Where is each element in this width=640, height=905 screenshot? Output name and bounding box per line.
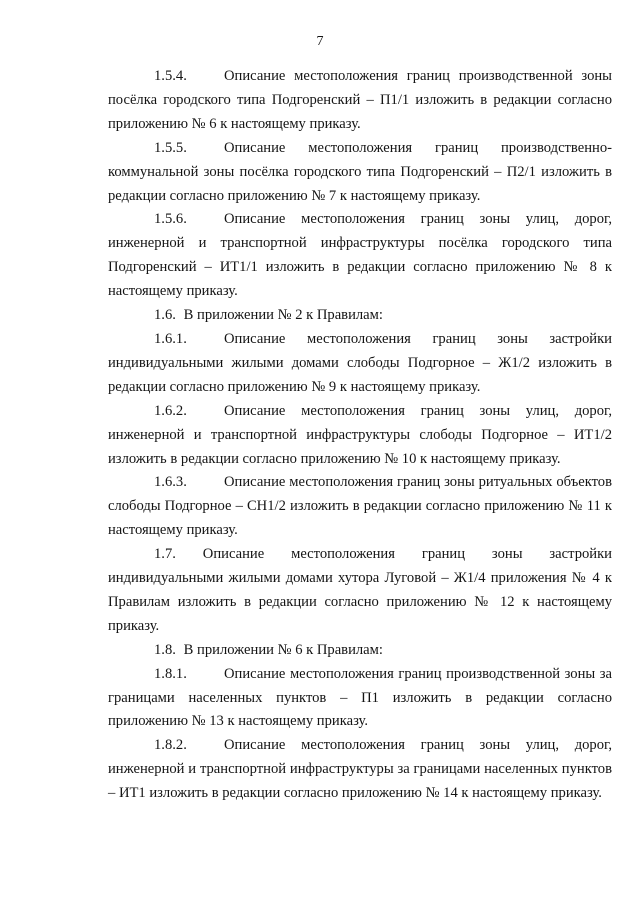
paragraph-text: Описание местоположения границ зоны застройки индивидуальными жилыми домами слободы Подгорное – Ж1/2 изложить в редакции согласно приложению № 9 к настоящему приказу. [108, 330, 612, 395]
paragraph-1-8 [108, 639, 612, 663]
paragraph-1-8-1 [108, 663, 612, 735]
paragraph-text: Описание местоположения границ зоны улиц, дорог, инженерной и транспортной инфраструктуры посёлка городского типа Подгоренский – ИТ1/1 изложить в редакции согласно приложению № 8 к настоящему приказу. [108, 211, 612, 300]
paragraph-text: Описание местоположения границ производственной зоны за границами населенных пунктов – П1 изложить в редакции согласно приложению № 13 к настоящему приказу. [108, 665, 612, 730]
paragraph-number: 1.5.6. [154, 211, 187, 228]
paragraph-text: Описание местоположения границ зоны ритуальных объектов слободы Подгорное – СН1/2 изложить в редакции согласно приложению № 11 к настоящему приказу. [108, 474, 612, 539]
paragraph-text: Описание местоположения границ производственно-коммунальной зоны посёлка городского типа Подгоренский – П2/1 изложить в редакции согласно приложению № 7 к настоящему приказу. [108, 139, 612, 204]
paragraph-number: 1.6.2. [154, 402, 187, 419]
paragraph-text: Описание местоположения границ зоны застройки индивидуальными жилыми домами хутора Луговой – Ж1/4 приложения № 4 к Правилам изложить в редакции согласно приложению № 12 к настоящему приказу. [108, 546, 612, 634]
paragraph-1-8-2 [108, 734, 612, 806]
paragraph-number: 1.8.2. [154, 737, 187, 754]
paragraph-text: Описание местоположения границ зоны улиц, дорог, инженерной и транспортной инфраструктуры слободы Подгорное – ИТ1/2 изложить в редакции согласно приложению № 10 к настоящему приказу. [108, 402, 612, 467]
paragraph-number: 1.8.1. [154, 665, 187, 682]
paragraph-number: 1.6.3. [154, 474, 187, 491]
paragraph-1-7 [108, 543, 612, 639]
paragraph-number: 1.6.1. [154, 330, 187, 347]
paragraph-1-6-1 [108, 328, 612, 400]
paragraph-1-5-6 [108, 208, 612, 304]
document-body [108, 65, 612, 806]
paragraph-text: Описание местоположения границ зоны улиц, дорог, инженерной и транспортной инфраструктуры за границами населенных пунктов – ИТ1 изложить в редакции согласно приложению № 14 к настоящему приказу. [108, 737, 612, 802]
paragraph-text: Описание местоположения границ производственной зоны посёлка городского типа Подгоренский – П1/1 изложить в редакции согласно приложению № 6 к настоящему приказу. [108, 68, 612, 132]
paragraph-1-5-5 [108, 137, 612, 209]
page-number: 7 [316, 34, 324, 49]
paragraph-number: 1.5.4. [154, 68, 187, 84]
paragraph-number: 1.6. [154, 307, 176, 324]
paragraph-1-6-2 [108, 400, 612, 472]
paragraph-text: В приложении № 2 к Правилам: [183, 307, 383, 324]
paragraph-number: 1.5.5. [154, 139, 187, 156]
paragraph-text: В приложении № 6 к Правилам: [183, 641, 383, 658]
paragraph-1-5-4 [108, 65, 612, 137]
paragraph-number: 1.7. [154, 546, 176, 563]
paragraph-1-6-3 [108, 471, 612, 543]
paragraph-1-6 [108, 304, 612, 328]
paragraph-number: 1.8. [154, 641, 176, 658]
